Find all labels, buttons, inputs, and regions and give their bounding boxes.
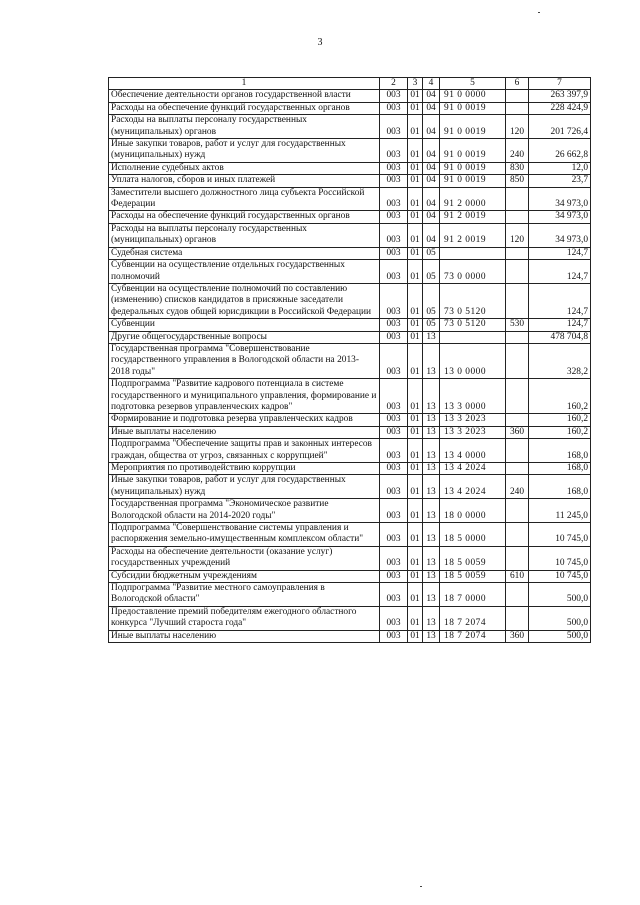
- amount-cell: 168,0: [529, 439, 591, 463]
- expense-type-cell: [506, 90, 529, 102]
- table-row: [109, 211, 591, 223]
- header-row: [109, 78, 591, 90]
- amount-cell: 201 726,4: [529, 115, 591, 139]
- expense-type-cell: [506, 379, 529, 414]
- row-name-cell: Иные закупки товаров, работ и услуг для государственных (муниципальных) нужд: [109, 475, 380, 499]
- expense-type-cell: 120: [506, 223, 529, 247]
- admin-code-cell: 003: [380, 90, 408, 102]
- subsection-code-cell: 13: [423, 475, 440, 499]
- section-code-cell: 01: [408, 463, 423, 475]
- target-article-cell: 73 0 5120: [440, 283, 506, 318]
- section-code-cell: 01: [408, 115, 423, 139]
- amount-cell: 12,0: [529, 162, 591, 174]
- row-name-cell: Исполнение судебных актов: [109, 162, 380, 174]
- expense-type-cell: [506, 343, 529, 378]
- amount-cell: 160,2: [529, 414, 591, 426]
- amount-cell: 124,7: [529, 319, 591, 331]
- admin-code-cell: 003: [380, 139, 408, 163]
- row-name-cell: Подпрограмма "Развитие местного самоуправления в Вологодской области": [109, 583, 380, 607]
- amount-cell: 168,0: [529, 475, 591, 499]
- amount-cell: 478 704,8: [529, 331, 591, 343]
- expense-type-cell: 830: [506, 162, 529, 174]
- target-article-cell: 13 3 2023: [440, 426, 506, 438]
- section-code-cell: 01: [408, 319, 423, 331]
- section-code-cell: 01: [408, 439, 423, 463]
- target-article-cell: 91 0 0019: [440, 162, 506, 174]
- amount-cell: 263 397,9: [529, 90, 591, 102]
- row-name-cell: Подпрограмма "Совершенствование системы управления и распоряжения земельно-имущественным комплексом области": [109, 523, 380, 547]
- amount-cell: 124,7: [529, 260, 591, 284]
- table-row: [109, 379, 591, 414]
- subsection-code-cell: 13: [423, 414, 440, 426]
- row-name-cell: Иные выплаты населению: [109, 426, 380, 438]
- target-article-cell: 18 7 2074: [440, 630, 506, 642]
- section-code-cell: 01: [408, 331, 423, 343]
- section-code-cell: 01: [408, 260, 423, 284]
- table-row: [109, 319, 591, 331]
- expense-type-cell: [506, 260, 529, 284]
- subsection-code-cell: 04: [423, 115, 440, 139]
- expense-type-cell: [506, 283, 529, 318]
- row-name-cell: Субвенции на осуществление отдельных государственных полномочий: [109, 260, 380, 284]
- target-article-cell: 91 0 0019: [440, 175, 506, 187]
- subsection-code-cell: 04: [423, 187, 440, 211]
- expense-type-cell: 240: [506, 139, 529, 163]
- target-article-cell: 13 0 0000: [440, 343, 506, 378]
- budget-table: [108, 77, 591, 643]
- target-article-cell: 18 7 2074: [440, 606, 506, 630]
- expense-type-cell: 360: [506, 630, 529, 642]
- admin-code-cell: 003: [380, 283, 408, 318]
- row-name-cell: Расходы на выплаты персоналу государственных (муниципальных) органов: [109, 115, 380, 139]
- subsection-code-cell: 05: [423, 283, 440, 318]
- expense-type-cell: 240: [506, 475, 529, 499]
- subsection-code-cell: 13: [423, 570, 440, 582]
- column-header: 7: [529, 78, 591, 90]
- expense-type-cell: [506, 331, 529, 343]
- admin-code-cell: 003: [380, 523, 408, 547]
- row-name-cell: Уплата налогов, сборов и иных платежей: [109, 175, 380, 187]
- amount-cell: 328,2: [529, 343, 591, 378]
- table-row: [109, 583, 591, 607]
- section-code-cell: 01: [408, 630, 423, 642]
- table-row: [109, 331, 591, 343]
- amount-cell: 10 745,0: [529, 570, 591, 582]
- section-code-cell: 01: [408, 162, 423, 174]
- admin-code-cell: 003: [380, 223, 408, 247]
- expense-type-cell: 360: [506, 426, 529, 438]
- admin-code-cell: 003: [380, 379, 408, 414]
- subsection-code-cell: 04: [423, 223, 440, 247]
- admin-code-cell: 003: [380, 187, 408, 211]
- target-article-cell: 13 4 2024: [440, 475, 506, 499]
- table-row: [109, 463, 591, 475]
- scan-speck: [420, 886, 422, 887]
- subsection-code-cell: 13: [423, 343, 440, 378]
- column-header: 4: [423, 78, 440, 90]
- admin-code-cell: 003: [380, 439, 408, 463]
- subsection-code-cell: 13: [423, 331, 440, 343]
- expense-type-cell: 120: [506, 115, 529, 139]
- column-header: 6: [506, 78, 529, 90]
- target-article-cell: 18 7 0000: [440, 583, 506, 607]
- table-row: [109, 283, 591, 318]
- admin-code-cell: 003: [380, 414, 408, 426]
- amount-cell: 500,0: [529, 583, 591, 607]
- expense-type-cell: [506, 247, 529, 259]
- section-code-cell: 01: [408, 606, 423, 630]
- admin-code-cell: 003: [380, 260, 408, 284]
- column-header: 3: [408, 78, 423, 90]
- admin-code-cell: 003: [380, 162, 408, 174]
- subsection-code-cell: 04: [423, 211, 440, 223]
- row-name-cell: Расходы на обеспечение функций государственных органов: [109, 211, 380, 223]
- table-row: [109, 570, 591, 582]
- section-code-cell: 01: [408, 139, 423, 163]
- admin-code-cell: 003: [380, 102, 408, 114]
- target-article-cell: 13 3 2023: [440, 414, 506, 426]
- table-row: [109, 475, 591, 499]
- table-row: [109, 162, 591, 174]
- scan-speck: [538, 12, 540, 13]
- column-header: 2: [380, 78, 408, 90]
- section-code-cell: 01: [408, 283, 423, 318]
- target-article-cell: 91 2 0019: [440, 211, 506, 223]
- table-row: [109, 247, 591, 259]
- section-code-cell: 01: [408, 570, 423, 582]
- admin-code-cell: 003: [380, 499, 408, 523]
- admin-code-cell: 003: [380, 247, 408, 259]
- amount-cell: 10 745,0: [529, 546, 591, 570]
- table-row: [109, 414, 591, 426]
- section-code-cell: 01: [408, 247, 423, 259]
- admin-code-cell: 003: [380, 463, 408, 475]
- section-code-cell: 01: [408, 223, 423, 247]
- section-code-cell: 01: [408, 90, 423, 102]
- expense-type-cell: [506, 102, 529, 114]
- amount-cell: 34 973,0: [529, 223, 591, 247]
- section-code-cell: 01: [408, 499, 423, 523]
- amount-cell: 26 662,8: [529, 139, 591, 163]
- row-name-cell: Предоставление премий победителям ежегодного областного конкурса "Лучший староста года": [109, 606, 380, 630]
- target-article-cell: 13 3 0000: [440, 379, 506, 414]
- table-row: [109, 439, 591, 463]
- subsection-code-cell: 13: [423, 606, 440, 630]
- section-code-cell: 01: [408, 426, 423, 438]
- table-row: [109, 90, 591, 102]
- admin-code-cell: 003: [380, 319, 408, 331]
- table-row: [109, 187, 591, 211]
- table-row: [109, 630, 591, 642]
- row-name-cell: Государственная программа "Совершенствование государственного управления в Вологодской области на 2013-2018 годы": [109, 343, 380, 378]
- table-row: [109, 115, 591, 139]
- target-article-cell: 18 5 0059: [440, 546, 506, 570]
- row-name-cell: Расходы на обеспечение функций государственных органов: [109, 102, 380, 114]
- subsection-code-cell: 13: [423, 630, 440, 642]
- admin-code-cell: 003: [380, 606, 408, 630]
- admin-code-cell: 003: [380, 175, 408, 187]
- section-code-cell: 01: [408, 414, 423, 426]
- target-article-cell: 73 0 0000: [440, 260, 506, 284]
- target-article-cell: 91 0 0000: [440, 90, 506, 102]
- admin-code-cell: 003: [380, 630, 408, 642]
- table-row: [109, 139, 591, 163]
- amount-cell: 34 973,0: [529, 211, 591, 223]
- table-row: [109, 343, 591, 378]
- table-row: [109, 546, 591, 570]
- row-name-cell: Судебная система: [109, 247, 380, 259]
- table-row: [109, 102, 591, 114]
- target-article-cell: 18 0 0000: [440, 499, 506, 523]
- subsection-code-cell: 05: [423, 247, 440, 259]
- table-row: [109, 223, 591, 247]
- row-name-cell: Мероприятия по противодействию коррупции: [109, 463, 380, 475]
- amount-cell: 500,0: [529, 630, 591, 642]
- row-name-cell: Подпрограмма "Обеспечение защиты прав и законных интересов граждан, общества от угроз, связанных с коррупцией": [109, 439, 380, 463]
- admin-code-cell: 003: [380, 475, 408, 499]
- expense-type-cell: 850: [506, 175, 529, 187]
- expense-type-cell: [506, 523, 529, 547]
- subsection-code-cell: 13: [423, 499, 440, 523]
- table-row: [109, 426, 591, 438]
- amount-cell: 500,0: [529, 606, 591, 630]
- row-name-cell: Обеспечение деятельности органов государственной власти: [109, 90, 380, 102]
- target-article-cell: [440, 331, 506, 343]
- subsection-code-cell: 13: [423, 426, 440, 438]
- expense-type-cell: [506, 414, 529, 426]
- section-code-cell: 01: [408, 583, 423, 607]
- subsection-code-cell: 04: [423, 139, 440, 163]
- row-name-cell: Субвенции на осуществление полномочий по составлению (изменению) списков кандидатов в присяжные заседатели федеральных судов общей юрисдикции в Российской Федерации: [109, 283, 380, 318]
- target-article-cell: 18 5 0000: [440, 523, 506, 547]
- expense-type-cell: [506, 583, 529, 607]
- row-name-cell: Субсидии бюджетным учреждениям: [109, 570, 380, 582]
- row-name-cell: Подпрограмма "Развитие кадрового потенциала в системе государственного и муниципального управления, формирование и подготовка резервов управленческих кадров": [109, 379, 380, 414]
- table-row: [109, 175, 591, 187]
- section-code-cell: 01: [408, 475, 423, 499]
- amount-cell: 34 973,0: [529, 187, 591, 211]
- amount-cell: 160,2: [529, 379, 591, 414]
- section-code-cell: 01: [408, 187, 423, 211]
- expense-type-cell: [506, 546, 529, 570]
- section-code-cell: 01: [408, 379, 423, 414]
- target-article-cell: [440, 247, 506, 259]
- section-code-cell: 01: [408, 175, 423, 187]
- row-name-cell: Расходы на выплаты персоналу государственных (муниципальных) органов: [109, 223, 380, 247]
- table-row: [109, 260, 591, 284]
- expense-type-cell: [506, 499, 529, 523]
- subsection-code-cell: 13: [423, 523, 440, 547]
- amount-cell: 10 745,0: [529, 523, 591, 547]
- row-name-cell: Субвенции: [109, 319, 380, 331]
- amount-cell: 23,7: [529, 175, 591, 187]
- table-row: [109, 523, 591, 547]
- subsection-code-cell: 13: [423, 379, 440, 414]
- amount-cell: 124,7: [529, 283, 591, 318]
- section-code-cell: 01: [408, 102, 423, 114]
- row-name-cell: Формирование и подготовка резерва управленческих кадров: [109, 414, 380, 426]
- amount-cell: 11 245,0: [529, 499, 591, 523]
- section-code-cell: 01: [408, 546, 423, 570]
- target-article-cell: 91 0 0019: [440, 115, 506, 139]
- amount-cell: 124,7: [529, 247, 591, 259]
- admin-code-cell: 003: [380, 331, 408, 343]
- table-row: [109, 499, 591, 523]
- admin-code-cell: 003: [380, 546, 408, 570]
- admin-code-cell: 003: [380, 343, 408, 378]
- target-article-cell: 73 0 5120: [440, 319, 506, 331]
- subsection-code-cell: 05: [423, 319, 440, 331]
- subsection-code-cell: 13: [423, 439, 440, 463]
- subsection-code-cell: 13: [423, 583, 440, 607]
- admin-code-cell: 003: [380, 570, 408, 582]
- page-number: 3: [317, 37, 323, 48]
- expense-type-cell: [506, 187, 529, 211]
- expense-type-cell: 530: [506, 319, 529, 331]
- admin-code-cell: 003: [380, 426, 408, 438]
- row-name-cell: Расходы на обеспечение деятельности (оказание услуг) государственных учреждений: [109, 546, 380, 570]
- expense-type-cell: [506, 463, 529, 475]
- amount-cell: 160,2: [529, 426, 591, 438]
- table-row: [109, 606, 591, 630]
- row-name-cell: Иные закупки товаров, работ и услуг для государственных (муниципальных) нужд: [109, 139, 380, 163]
- subsection-code-cell: 05: [423, 260, 440, 284]
- column-header: 1: [109, 78, 380, 90]
- target-article-cell: 18 5 0059: [440, 570, 506, 582]
- section-code-cell: 01: [408, 523, 423, 547]
- admin-code-cell: 003: [380, 583, 408, 607]
- subsection-code-cell: 04: [423, 90, 440, 102]
- subsection-code-cell: 13: [423, 463, 440, 475]
- expense-type-cell: 610: [506, 570, 529, 582]
- section-code-cell: 01: [408, 343, 423, 378]
- row-name-cell: Другие общегосударственные вопросы: [109, 331, 380, 343]
- column-header: 5: [440, 78, 506, 90]
- target-article-cell: 91 2 0000: [440, 187, 506, 211]
- amount-cell: 228 424,9: [529, 102, 591, 114]
- subsection-code-cell: 13: [423, 546, 440, 570]
- row-name-cell: Государственная программа "Экономическое развитие Вологодской области на 2014-2020 годы": [109, 499, 380, 523]
- subsection-code-cell: 04: [423, 162, 440, 174]
- target-article-cell: 13 4 2024: [440, 463, 506, 475]
- target-article-cell: 13 4 0000: [440, 439, 506, 463]
- row-name-cell: Заместители высшего должностного лица субъекта Российской Федерации: [109, 187, 380, 211]
- expense-type-cell: [506, 211, 529, 223]
- subsection-code-cell: 04: [423, 102, 440, 114]
- admin-code-cell: 003: [380, 115, 408, 139]
- amount-cell: 168,0: [529, 463, 591, 475]
- target-article-cell: 91 0 0019: [440, 139, 506, 163]
- admin-code-cell: 003: [380, 211, 408, 223]
- row-name-cell: Иные выплаты населению: [109, 630, 380, 642]
- expense-type-cell: [506, 439, 529, 463]
- expense-type-cell: [506, 606, 529, 630]
- target-article-cell: 91 0 0019: [440, 102, 506, 114]
- subsection-code-cell: 04: [423, 175, 440, 187]
- section-code-cell: 01: [408, 211, 423, 223]
- target-article-cell: 91 2 0019: [440, 223, 506, 247]
